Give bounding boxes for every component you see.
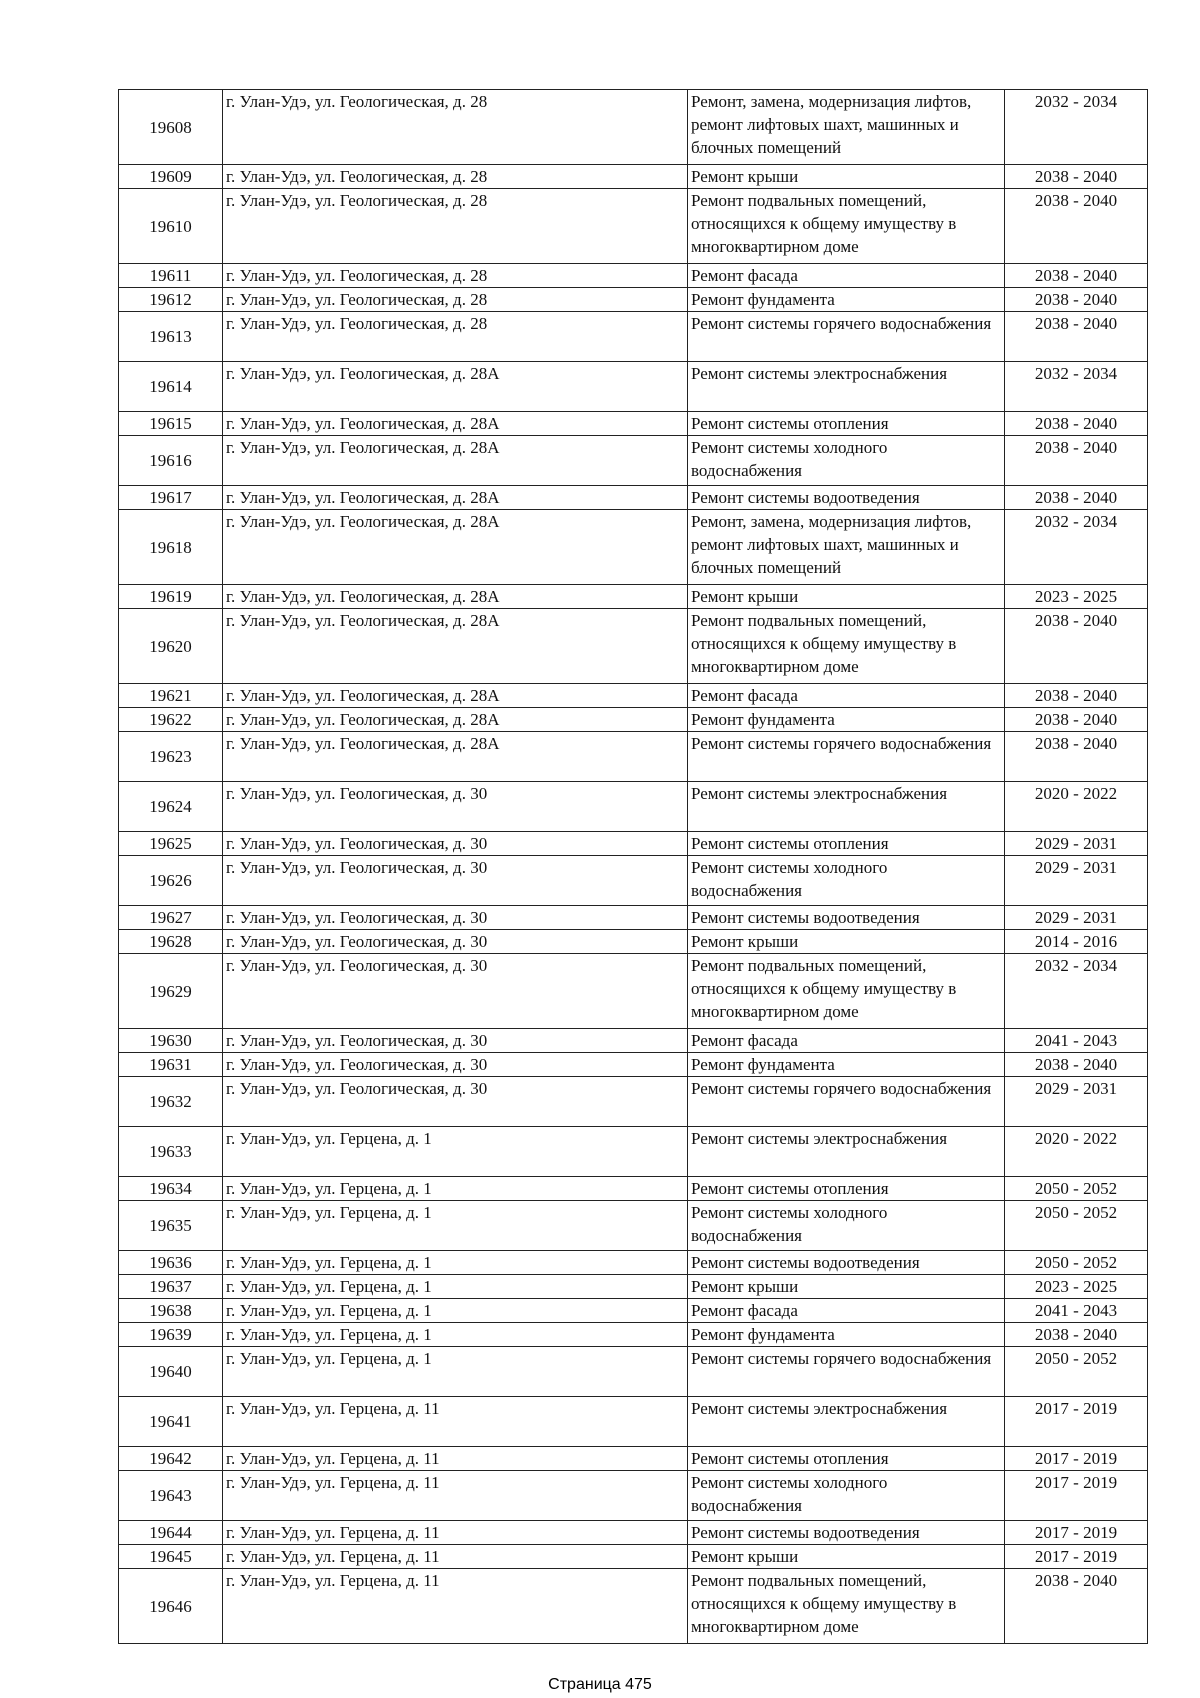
row-work-type: Ремонт системы горячего водоснабжения	[688, 312, 1005, 362]
row-period: 2029 - 2031	[1005, 906, 1148, 930]
table-row	[119, 1545, 1148, 1569]
row-period: 2038 - 2040	[1005, 189, 1148, 264]
row-period: 2032 - 2034	[1005, 954, 1148, 1029]
table-row	[119, 954, 1148, 1029]
row-period: 2029 - 2031	[1005, 832, 1148, 856]
row-address: г. Улан-Удэ, ул. Герцена, д. 1	[223, 1299, 688, 1323]
table-row	[119, 1347, 1148, 1397]
row-address: г. Улан-Удэ, ул. Геологическая, д. 30	[223, 832, 688, 856]
row-number: 19618	[119, 510, 223, 585]
table-row	[119, 1251, 1148, 1275]
row-period: 2029 - 2031	[1005, 1077, 1148, 1127]
row-work-type: Ремонт фасада	[688, 1029, 1005, 1053]
table-row	[119, 1177, 1148, 1201]
row-period: 2041 - 2043	[1005, 1029, 1148, 1053]
row-address: г. Улан-Удэ, ул. Геологическая, д. 28А	[223, 510, 688, 585]
row-period: 2020 - 2022	[1005, 1127, 1148, 1177]
row-work-type: Ремонт системы горячего водоснабжения	[688, 1077, 1005, 1127]
table-row	[119, 412, 1148, 436]
table-row	[119, 609, 1148, 684]
row-work-type: Ремонт фасада	[688, 264, 1005, 288]
row-address: г. Улан-Удэ, ул. Геологическая, д. 30	[223, 930, 688, 954]
row-number: 19645	[119, 1545, 223, 1569]
row-number: 19646	[119, 1569, 223, 1644]
table-row	[119, 684, 1148, 708]
row-number: 19633	[119, 1127, 223, 1177]
row-work-type: Ремонт крыши	[688, 165, 1005, 189]
row-work-type: Ремонт подвальных помещений, относящихся к общему имуществу в многоквартирном доме	[688, 609, 1005, 684]
row-number: 19641	[119, 1397, 223, 1447]
row-number: 19614	[119, 362, 223, 412]
row-number: 19643	[119, 1471, 223, 1521]
row-number: 19642	[119, 1447, 223, 1471]
row-period: 2038 - 2040	[1005, 288, 1148, 312]
row-work-type: Ремонт, замена, модернизация лифтов, ремонт лифтовых шахт, машинных и блочных помещений	[688, 90, 1005, 165]
row-work-type: Ремонт системы холодного водоснабжения	[688, 1201, 1005, 1251]
row-number: 19644	[119, 1521, 223, 1545]
table-row	[119, 1127, 1148, 1177]
row-work-type: Ремонт системы водоотведения	[688, 1251, 1005, 1275]
row-address: г. Улан-Удэ, ул. Геологическая, д. 30	[223, 856, 688, 906]
table-row	[119, 436, 1148, 486]
row-number: 19615	[119, 412, 223, 436]
table-row	[119, 1521, 1148, 1545]
row-work-type: Ремонт системы водоотведения	[688, 486, 1005, 510]
row-work-type: Ремонт фундамента	[688, 708, 1005, 732]
row-number: 19616	[119, 436, 223, 486]
row-address: г. Улан-Удэ, ул. Герцена, д. 11	[223, 1545, 688, 1569]
row-number: 19611	[119, 264, 223, 288]
row-work-type: Ремонт системы отопления	[688, 1447, 1005, 1471]
row-work-type: Ремонт системы холодного водоснабжения	[688, 1471, 1005, 1521]
row-period: 2038 - 2040	[1005, 486, 1148, 510]
row-work-type: Ремонт фасада	[688, 1299, 1005, 1323]
row-number: 19632	[119, 1077, 223, 1127]
row-number: 19608	[119, 90, 223, 165]
row-address: г. Улан-Удэ, ул. Герцена, д. 1	[223, 1177, 688, 1201]
row-period: 2023 - 2025	[1005, 585, 1148, 609]
row-address: г. Улан-Удэ, ул. Геологическая, д. 28А	[223, 708, 688, 732]
table-row	[119, 90, 1148, 165]
row-work-type: Ремонт фундамента	[688, 288, 1005, 312]
table-row	[119, 1077, 1148, 1127]
row-work-type: Ремонт крыши	[688, 930, 1005, 954]
row-work-type: Ремонт фасада	[688, 684, 1005, 708]
table-row	[119, 906, 1148, 930]
row-address: г. Улан-Удэ, ул. Геологическая, д. 28	[223, 90, 688, 165]
row-address: г. Улан-Удэ, ул. Геологическая, д. 28	[223, 288, 688, 312]
row-work-type: Ремонт системы отопления	[688, 832, 1005, 856]
row-period: 2050 - 2052	[1005, 1251, 1148, 1275]
table-row	[119, 362, 1148, 412]
table-row	[119, 1569, 1148, 1644]
table-row	[119, 510, 1148, 585]
row-work-type: Ремонт системы отопления	[688, 412, 1005, 436]
row-number: 19628	[119, 930, 223, 954]
row-period: 2050 - 2052	[1005, 1347, 1148, 1397]
table-row	[119, 1447, 1148, 1471]
row-work-type: Ремонт фундамента	[688, 1323, 1005, 1347]
row-address: г. Улан-Удэ, ул. Герцена, д. 1	[223, 1251, 688, 1275]
row-work-type: Ремонт системы отопления	[688, 1177, 1005, 1201]
row-period: 2032 - 2034	[1005, 90, 1148, 165]
row-address: г. Улан-Удэ, ул. Геологическая, д. 28	[223, 189, 688, 264]
row-address: г. Улан-Удэ, ул. Геологическая, д. 28А	[223, 585, 688, 609]
row-address: г. Улан-Удэ, ул. Геологическая, д. 30	[223, 906, 688, 930]
row-period: 2017 - 2019	[1005, 1545, 1148, 1569]
row-number: 19623	[119, 732, 223, 782]
row-period: 2038 - 2040	[1005, 436, 1148, 486]
row-number: 19635	[119, 1201, 223, 1251]
row-address: г. Улан-Удэ, ул. Геологическая, д. 28А	[223, 436, 688, 486]
row-period: 2038 - 2040	[1005, 312, 1148, 362]
table-row	[119, 732, 1148, 782]
table-row	[119, 1471, 1148, 1521]
row-period: 2038 - 2040	[1005, 708, 1148, 732]
row-period: 2017 - 2019	[1005, 1471, 1148, 1521]
row-work-type: Ремонт системы электроснабжения	[688, 782, 1005, 832]
row-work-type: Ремонт системы электроснабжения	[688, 362, 1005, 412]
row-work-type: Ремонт, замена, модернизация лифтов, ремонт лифтовых шахт, машинных и блочных помещений	[688, 510, 1005, 585]
table-row	[119, 1299, 1148, 1323]
page-number: Страница 475	[548, 1676, 652, 1693]
row-period: 2032 - 2034	[1005, 362, 1148, 412]
row-number: 19636	[119, 1251, 223, 1275]
row-period: 2038 - 2040	[1005, 412, 1148, 436]
row-number: 19624	[119, 782, 223, 832]
row-number: 19621	[119, 684, 223, 708]
row-address: г. Улан-Удэ, ул. Геологическая, д. 30	[223, 1077, 688, 1127]
table-row	[119, 264, 1148, 288]
table-row	[119, 189, 1148, 264]
row-period: 2038 - 2040	[1005, 1053, 1148, 1077]
row-work-type: Ремонт системы холодного водоснабжения	[688, 436, 1005, 486]
row-work-type: Ремонт системы горячего водоснабжения	[688, 1347, 1005, 1397]
row-number: 19634	[119, 1177, 223, 1201]
row-period: 2038 - 2040	[1005, 732, 1148, 782]
row-address: г. Улан-Удэ, ул. Геологическая, д. 28А	[223, 684, 688, 708]
row-address: г. Улан-Удэ, ул. Геологическая, д. 30	[223, 1053, 688, 1077]
row-work-type: Ремонт подвальных помещений, относящихся к общему имуществу в многоквартирном доме	[688, 189, 1005, 264]
row-period: 2038 - 2040	[1005, 264, 1148, 288]
table-body	[119, 90, 1148, 1644]
table-row	[119, 1053, 1148, 1077]
row-number: 19627	[119, 906, 223, 930]
row-address: г. Улан-Удэ, ул. Герцена, д. 1	[223, 1127, 688, 1177]
row-number: 19613	[119, 312, 223, 362]
row-address: г. Улан-Удэ, ул. Геологическая, д. 28	[223, 165, 688, 189]
row-address: г. Улан-Удэ, ул. Геологическая, д. 30	[223, 1029, 688, 1053]
row-period: 2041 - 2043	[1005, 1299, 1148, 1323]
row-number: 19629	[119, 954, 223, 1029]
row-address: г. Улан-Удэ, ул. Герцена, д. 11	[223, 1471, 688, 1521]
table-row	[119, 708, 1148, 732]
row-period: 2038 - 2040	[1005, 165, 1148, 189]
row-period: 2017 - 2019	[1005, 1447, 1148, 1471]
row-address: г. Улан-Удэ, ул. Герцена, д. 1	[223, 1323, 688, 1347]
row-number: 19622	[119, 708, 223, 732]
table-row	[119, 1323, 1148, 1347]
row-period: 2038 - 2040	[1005, 609, 1148, 684]
row-period: 2038 - 2040	[1005, 684, 1148, 708]
table-row	[119, 930, 1148, 954]
row-address: г. Улан-Удэ, ул. Геологическая, д. 28	[223, 264, 688, 288]
row-period: 2017 - 2019	[1005, 1521, 1148, 1545]
row-number: 19631	[119, 1053, 223, 1077]
row-address: г. Улан-Удэ, ул. Геологическая, д. 30	[223, 954, 688, 1029]
table-row	[119, 1029, 1148, 1053]
row-number: 19639	[119, 1323, 223, 1347]
row-address: г. Улан-Удэ, ул. Герцена, д. 11	[223, 1521, 688, 1545]
row-number: 19637	[119, 1275, 223, 1299]
row-number: 19638	[119, 1299, 223, 1323]
row-number: 19610	[119, 189, 223, 264]
row-address: г. Улан-Удэ, ул. Герцена, д. 1	[223, 1275, 688, 1299]
row-work-type: Ремонт фундамента	[688, 1053, 1005, 1077]
row-period: 2050 - 2052	[1005, 1201, 1148, 1251]
row-number: 19619	[119, 585, 223, 609]
row-period: 2020 - 2022	[1005, 782, 1148, 832]
row-work-type: Ремонт системы электроснабжения	[688, 1127, 1005, 1177]
row-number: 19612	[119, 288, 223, 312]
row-period: 2038 - 2040	[1005, 1323, 1148, 1347]
row-work-type: Ремонт системы горячего водоснабжения	[688, 732, 1005, 782]
row-work-type: Ремонт крыши	[688, 1275, 1005, 1299]
row-work-type: Ремонт системы холодного водоснабжения	[688, 856, 1005, 906]
row-number: 19617	[119, 486, 223, 510]
table-row	[119, 312, 1148, 362]
row-address: г. Улан-Удэ, ул. Геологическая, д. 28	[223, 312, 688, 362]
row-address: г. Улан-Удэ, ул. Геологическая, д. 28А	[223, 486, 688, 510]
row-period: 2032 - 2034	[1005, 510, 1148, 585]
row-address: г. Улан-Удэ, ул. Герцена, д. 11	[223, 1569, 688, 1644]
row-address: г. Улан-Удэ, ул. Герцена, д. 1	[223, 1347, 688, 1397]
row-work-type: Ремонт подвальных помещений, относящихся к общему имуществу в многоквартирном доме	[688, 1569, 1005, 1644]
table-row	[119, 856, 1148, 906]
row-period: 2038 - 2040	[1005, 1569, 1148, 1644]
row-work-type: Ремонт крыши	[688, 585, 1005, 609]
row-address: г. Улан-Удэ, ул. Герцена, д. 11	[223, 1447, 688, 1471]
table-row	[119, 585, 1148, 609]
row-address: г. Улан-Удэ, ул. Геологическая, д. 28А	[223, 362, 688, 412]
row-period: 2023 - 2025	[1005, 1275, 1148, 1299]
row-number: 19640	[119, 1347, 223, 1397]
row-number: 19609	[119, 165, 223, 189]
table-row	[119, 782, 1148, 832]
table-row	[119, 1201, 1148, 1251]
row-address: г. Улан-Удэ, ул. Герцена, д. 1	[223, 1201, 688, 1251]
table-row	[119, 288, 1148, 312]
table-row	[119, 165, 1148, 189]
row-address: г. Улан-Удэ, ул. Геологическая, д. 28А	[223, 732, 688, 782]
repair-schedule-table	[118, 89, 1148, 1644]
row-number: 19625	[119, 832, 223, 856]
row-work-type: Ремонт системы водоотведения	[688, 1521, 1005, 1545]
row-number: 19626	[119, 856, 223, 906]
row-address: г. Улан-Удэ, ул. Герцена, д. 11	[223, 1397, 688, 1447]
row-period: 2014 - 2016	[1005, 930, 1148, 954]
row-number: 19630	[119, 1029, 223, 1053]
table-row	[119, 486, 1148, 510]
row-address: г. Улан-Удэ, ул. Геологическая, д. 28А	[223, 609, 688, 684]
table-row	[119, 1275, 1148, 1299]
row-address: г. Улан-Удэ, ул. Геологическая, д. 28А	[223, 412, 688, 436]
row-period: 2050 - 2052	[1005, 1177, 1148, 1201]
row-work-type: Ремонт подвальных помещений, относящихся к общему имуществу в многоквартирном доме	[688, 954, 1005, 1029]
row-period: 2017 - 2019	[1005, 1397, 1148, 1447]
row-work-type: Ремонт системы водоотведения	[688, 906, 1005, 930]
table-row	[119, 832, 1148, 856]
row-period: 2029 - 2031	[1005, 856, 1148, 906]
row-number: 19620	[119, 609, 223, 684]
table-row	[119, 1397, 1148, 1447]
row-work-type: Ремонт системы электроснабжения	[688, 1397, 1005, 1447]
row-address: г. Улан-Удэ, ул. Геологическая, д. 30	[223, 782, 688, 832]
row-work-type: Ремонт крыши	[688, 1545, 1005, 1569]
